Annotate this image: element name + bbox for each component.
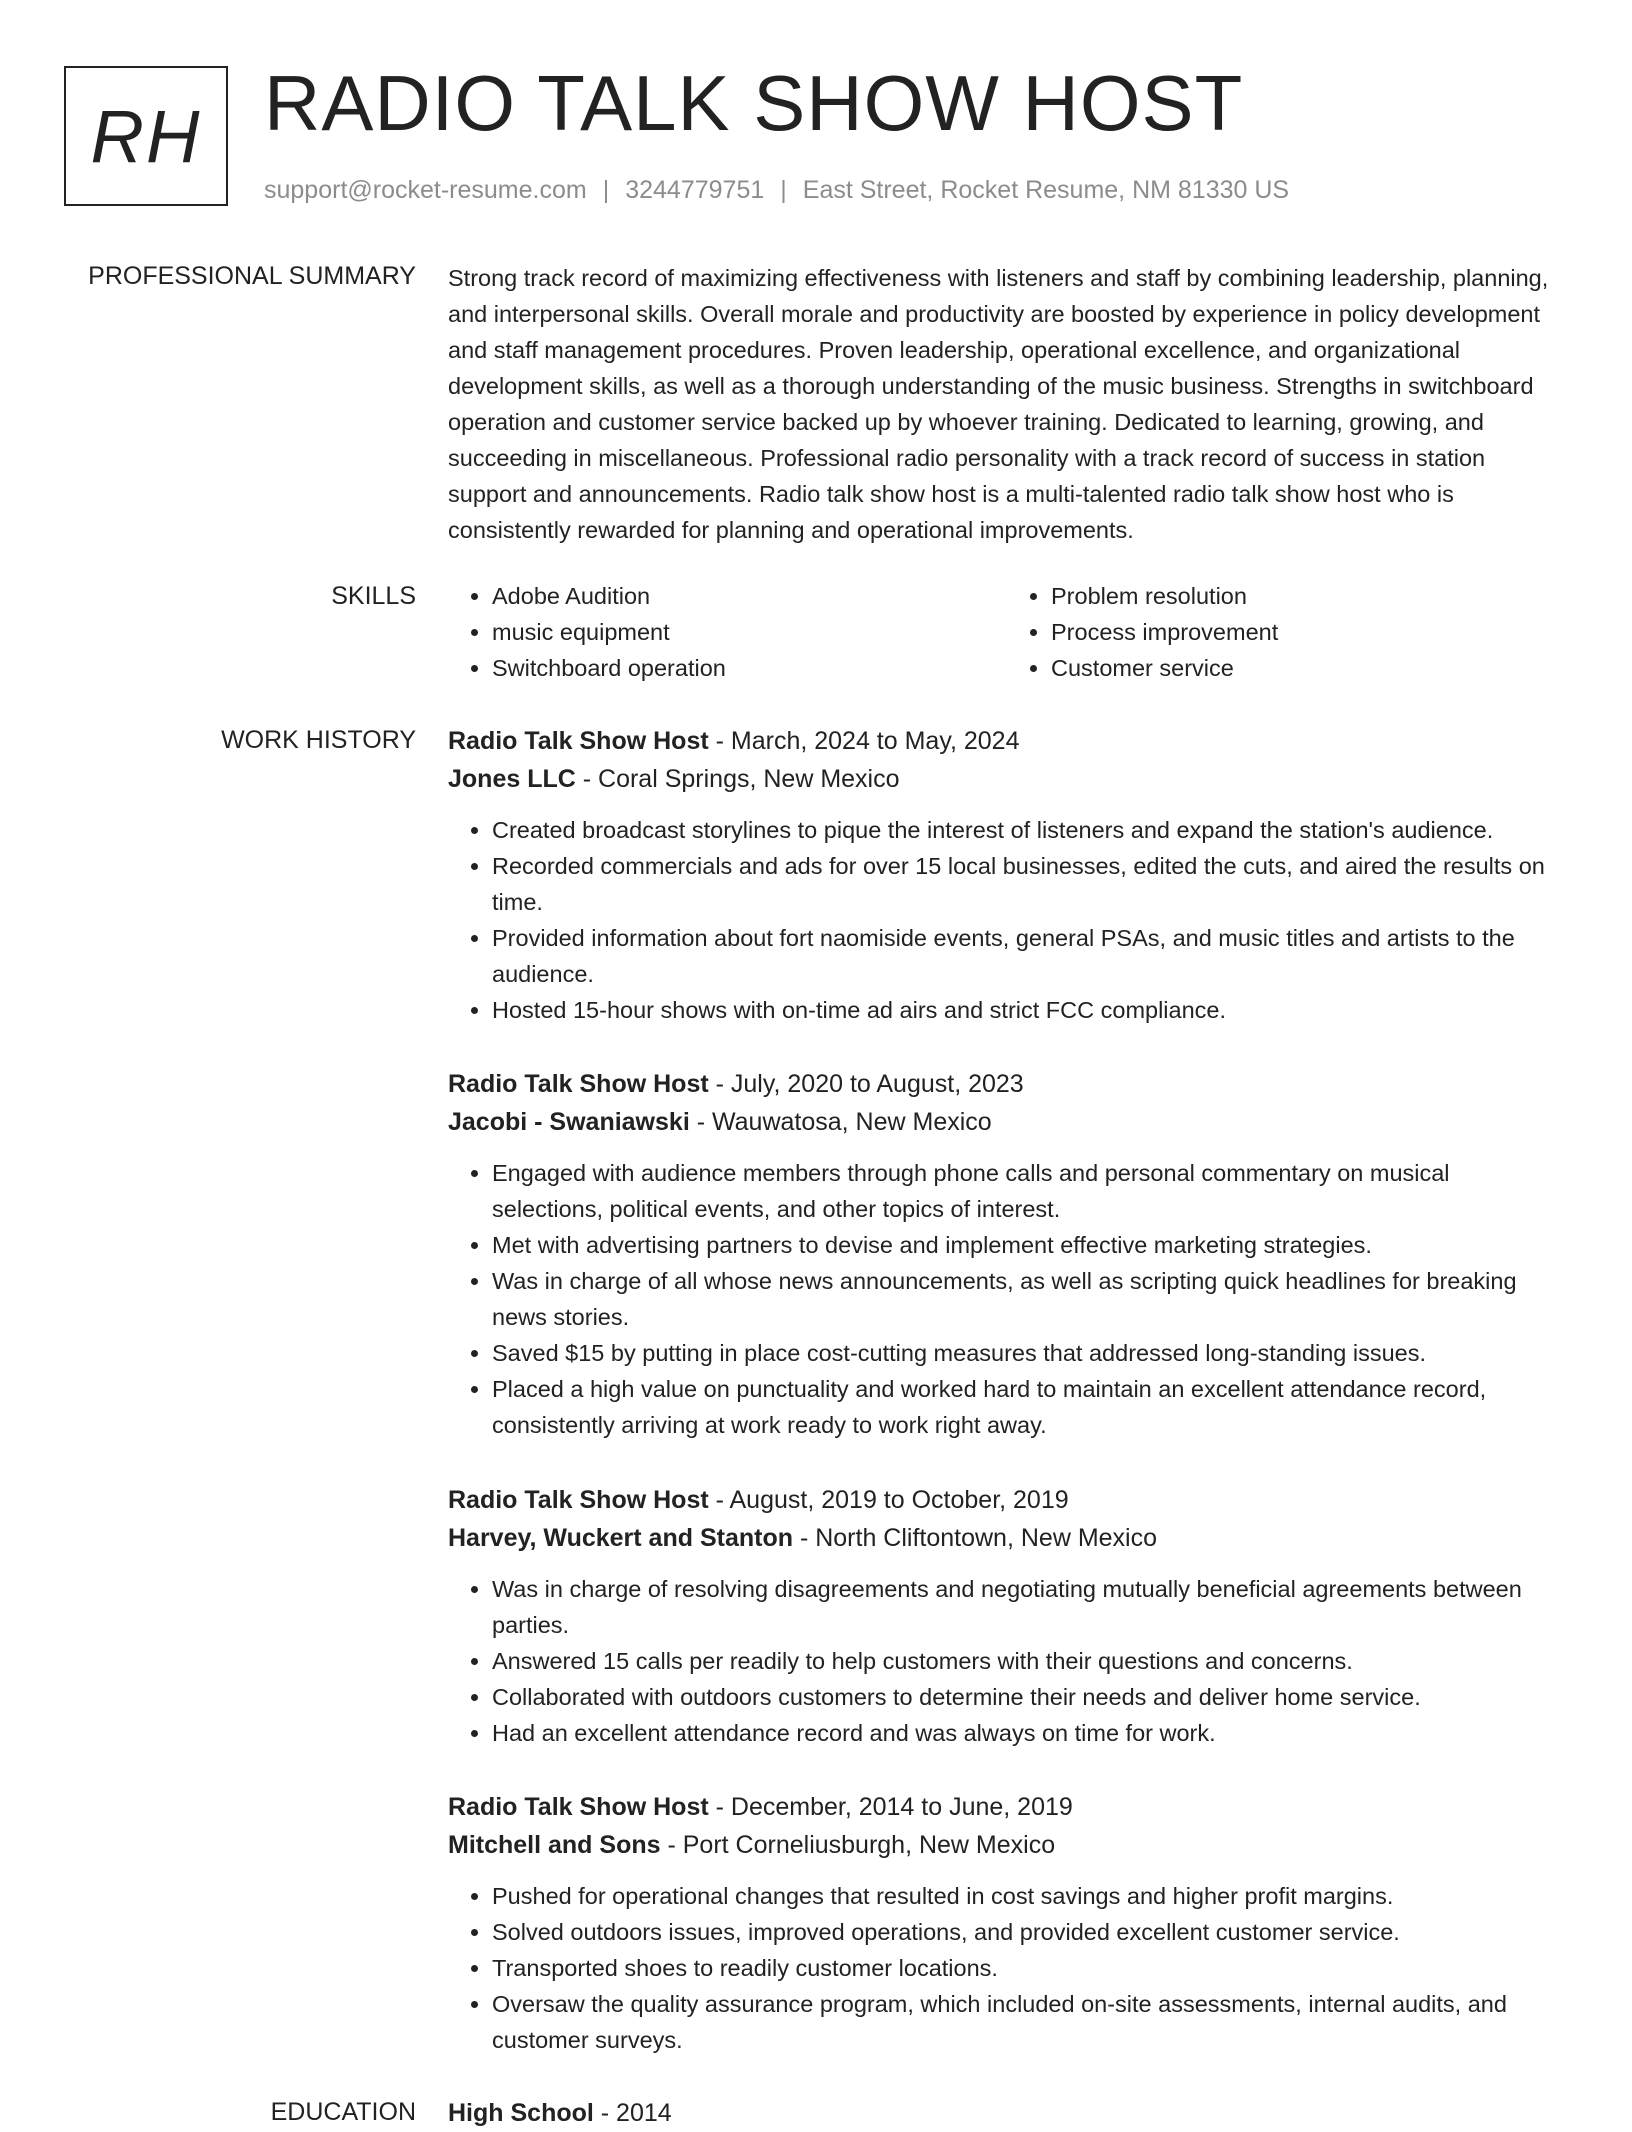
job-bullet: • Engaged with audience members through phone calls and personal commentary on musical selections, political events, and other topics of interest. — [492, 1155, 1566, 1227]
contact-line — [264, 176, 1289, 205]
contact-separator: | — [780, 176, 787, 204]
monogram-logo: RH — [64, 66, 228, 206]
job-title-line — [448, 1788, 1566, 1826]
job-company: Harvey, Wuckert and Stanton — [448, 1524, 793, 1552]
job-bullet: • Placed a high value on punctuality and worked hard to maintain an excellent attendance record, consistently arriving at work ready to work right away. — [492, 1371, 1566, 1443]
skills-heading: SKILLS — [331, 582, 416, 610]
skill-item: • Adobe Audition — [492, 578, 1007, 614]
summary-text: Strong track record of maximizing effectiveness with listeners and staff by combining leadership, planning, and interpersonal skills. Overall morale and productivity are boosted by experience in policy development and staff management procedures. Proven leadership, operational excellence, and organizational development skills, as well as a thorough understanding of the music business. Strengths in switchboard operation and customer service backed up by whoever training. Dedicated to learning, growing, and succeeding in miscellaneous. Professional radio personality with a track record of success in station support and announcements. Radio talk show host is a multi-talented radio talk show host who is consistently rewarded for planning and operational improvements. — [448, 265, 1549, 543]
job-bullet: • Was in charge of all whose news announcements, as well as scripting quick headlines for breaking news stories. — [492, 1263, 1566, 1335]
job-entry — [448, 722, 1566, 1028]
skill-item: • Process improvement — [1051, 614, 1566, 650]
job-title: Radio Talk Show Host — [448, 1486, 709, 1514]
job-dates: - December, 2014 to June, 2019 — [708, 1793, 1073, 1821]
job-bullet: • Met with advertising partners to devise and implement effective marketing strategies. — [492, 1227, 1566, 1263]
job-bullet: • Saved $15 by putting in place cost-cutting measures that addressed long-standing issues. — [492, 1335, 1566, 1371]
skill-item: • Switchboard operation — [492, 650, 1007, 686]
job-title-line — [448, 1481, 1566, 1519]
job-bullet: • Recorded commercials and ads for over 15 local businesses, edited the cuts, and aired the results on time. — [492, 848, 1566, 920]
job-entry — [448, 1065, 1566, 1443]
summary-heading: PROFESSIONAL SUMMARY — [88, 262, 416, 290]
education-degree: High School — [448, 2099, 594, 2127]
contact-separator: | — [602, 176, 610, 204]
job-bullet: • Transported shoes to readily customer locations. — [492, 1950, 1566, 1986]
job-title: Radio Talk Show Host — [448, 1070, 709, 1098]
job-location: - Wauwatosa, New Mexico — [689, 1108, 992, 1136]
job-entry — [448, 1788, 1566, 2058]
skills-lists — [448, 578, 1566, 686]
job-bullet: • Solved outdoors issues, improved operations, and provided excellent customer service. — [492, 1914, 1566, 1950]
job-bullet: • Oversaw the quality assurance program, which included on-site assessments, internal audits, and customer surveys. — [492, 1986, 1566, 2058]
job-bullets — [448, 812, 1566, 1028]
job-bullet: • Had an excellent attendance record and was always on time for work. — [492, 1715, 1566, 1751]
job-company: Mitchell and Sons — [448, 1831, 661, 1859]
job-location: - North Cliftontown, New Mexico — [793, 1524, 1158, 1552]
job-bullets — [448, 1878, 1566, 2058]
skills-list-left — [448, 578, 1007, 686]
education-year: - 2014 — [593, 2099, 672, 2127]
job-location: - Coral Springs, New Mexico — [575, 765, 900, 793]
work-history-heading: WORK HISTORY — [221, 726, 416, 754]
skill-item: • Problem resolution — [1051, 578, 1566, 614]
job-bullet: • Pushed for operational changes that resulted in cost savings and higher profit margins. — [492, 1878, 1566, 1914]
job-bullet: • Collaborated with outdoors customers to determine their needs and deliver home service. — [492, 1679, 1566, 1715]
contact-email[interactable]: support@rocket-resume.com — [264, 176, 587, 204]
job-bullet: • Hosted 15-hour shows with on-time ad airs and strict FCC compliance. — [492, 992, 1566, 1028]
job-bullets — [448, 1571, 1566, 1751]
job-company: Jacobi - Swaniawski — [448, 1108, 690, 1136]
skills-list-right — [1007, 578, 1566, 686]
job-bullets — [448, 1155, 1566, 1443]
job-company-line — [448, 760, 1566, 798]
job-entry — [448, 1481, 1566, 1751]
job-company-line — [448, 1519, 1566, 1557]
job-bullet: • Answered 15 calls per readily to help customers with their questions and concerns. — [492, 1643, 1566, 1679]
job-dates: - March, 2024 to May, 2024 — [708, 727, 1020, 755]
education-entry — [448, 2094, 1566, 2132]
job-bullet: • Created broadcast storylines to pique the interest of listeners and expand the station's audience. — [492, 812, 1566, 848]
job-dates: - July, 2020 to August, 2023 — [708, 1070, 1024, 1098]
contact-phone[interactable]: 3244779751 — [625, 176, 765, 204]
job-title: Radio Talk Show Host — [448, 1793, 709, 1821]
education-heading: EDUCATION — [270, 2098, 416, 2126]
skill-item: • Customer service — [1051, 650, 1566, 686]
summary-body — [448, 260, 1566, 548]
job-company-line — [448, 1103, 1566, 1141]
job-bullet: • Provided information about fort naomiside events, general PSAs, and music titles and artists to the audience. — [492, 920, 1566, 992]
job-title-line — [448, 722, 1566, 760]
page-title: RADIO TALK SHOW HOST — [264, 59, 1244, 147]
job-dates: - August, 2019 to October, 2019 — [708, 1486, 1069, 1514]
job-location: - Port Corneliusburgh, New Mexico — [660, 1831, 1056, 1859]
job-bullet: • Was in charge of resolving disagreements and negotiating mutually beneficial agreements between parties. — [492, 1571, 1566, 1643]
contact-address: East Street, Rocket Resume, NM 81330 US — [802, 176, 1290, 204]
job-company-line — [448, 1826, 1566, 1864]
job-company: Jones LLC — [448, 765, 576, 793]
job-title: Radio Talk Show Host — [448, 727, 709, 755]
skill-item: • music equipment — [492, 614, 1007, 650]
job-title-line — [448, 1065, 1566, 1103]
